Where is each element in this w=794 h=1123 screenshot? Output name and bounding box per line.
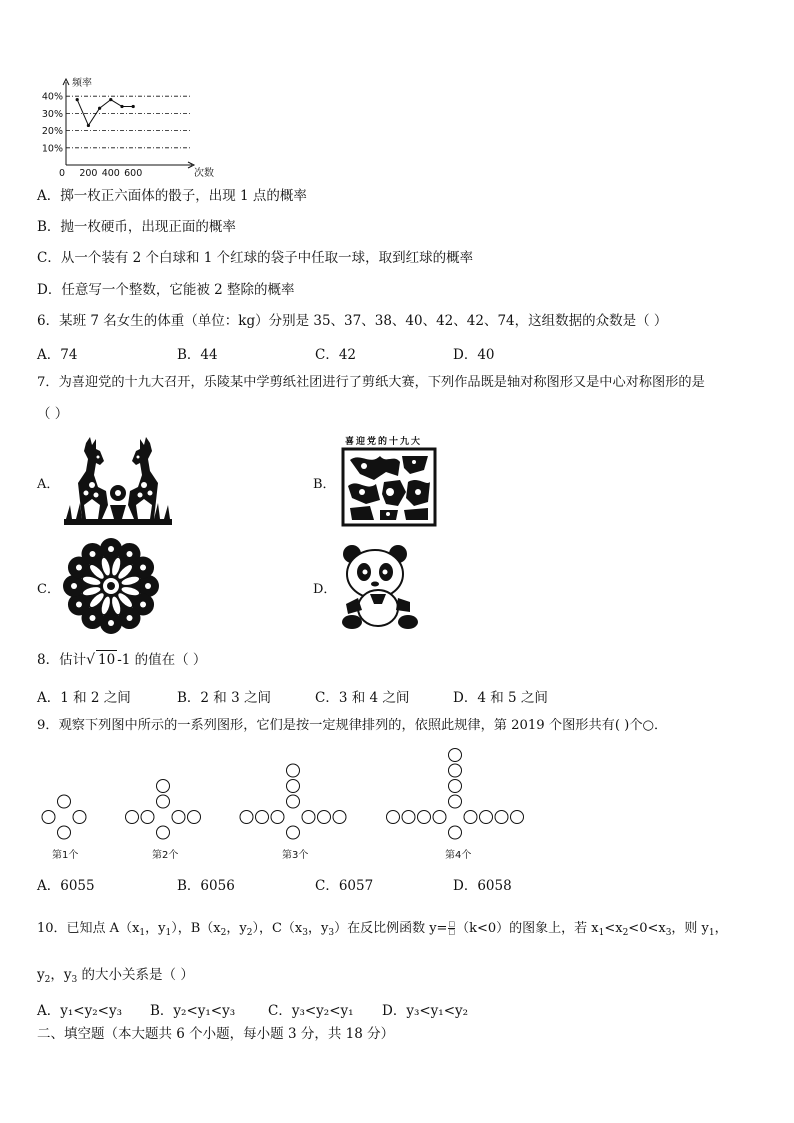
pattern-circle bbox=[157, 795, 170, 808]
q10-fraction bbox=[448, 921, 455, 936]
q8-option-c: C．3 和 4 之间 bbox=[315, 690, 410, 706]
q10-frac-num: □ bbox=[448, 920, 456, 928]
pattern-circle bbox=[240, 811, 253, 824]
pattern-circle bbox=[287, 826, 300, 839]
q9-option-b: B．6056 bbox=[177, 878, 235, 894]
pattern-circle bbox=[511, 811, 524, 824]
x-tick-label: 0 bbox=[59, 168, 66, 179]
q5-option-a: A．掷一枚正六面体的骰子，出现 1 点的概率 bbox=[37, 188, 307, 204]
pattern-circle bbox=[449, 780, 462, 793]
q7-stem-line1: 7．为喜迎党的十九大召开，乐陵某中学剪纸社团进行了剪纸大赛，下列作品既是轴对称图形又是中心对称图形的是 bbox=[37, 375, 705, 390]
q9-stem: 9．观察下列图中所示的一系列图形，它们是按一定规律排列的，依照此规律，第 2019 个图形共有( )个○． bbox=[37, 718, 668, 733]
q6-option-b: B．44 bbox=[177, 347, 218, 363]
flower-petal-hole bbox=[140, 565, 146, 571]
q9-option-d: D．6058 bbox=[453, 878, 512, 894]
pattern-circle bbox=[449, 749, 462, 762]
flower-papercut-image bbox=[62, 537, 160, 635]
q6-option-c: C．42 bbox=[315, 347, 357, 363]
section-2-title: 二、填空题（本大题共 6 个小题，每小题 3 分，共 18 分） bbox=[37, 1026, 395, 1042]
flower-petal-hole bbox=[140, 602, 146, 608]
q8-option-b: B．2 和 3 之间 bbox=[177, 690, 271, 706]
pattern-circle bbox=[449, 826, 462, 839]
q10-stem-line2: $y_2$，$y_3$ 的大小关系是（ ） bbox=[37, 967, 194, 985]
flower-petal-hole bbox=[127, 615, 133, 621]
q10-line2-y: y bbox=[37, 967, 45, 983]
q6-option-d: D．40 bbox=[453, 347, 495, 363]
pattern-caption-1: 第1个 bbox=[52, 850, 79, 861]
q10-cond: （k<0）的图象上，若 x bbox=[456, 921, 599, 936]
data-point bbox=[76, 98, 79, 101]
pattern-circle bbox=[157, 826, 170, 839]
q10-option-b: B．y₂<y₁<y₃ bbox=[150, 1003, 236, 1019]
q10-frac-den: □ bbox=[448, 928, 456, 936]
pattern-circle bbox=[157, 780, 170, 793]
pattern-caption-3: 第3个 bbox=[282, 850, 309, 861]
data-point bbox=[109, 98, 112, 101]
y-tick-label: 40% bbox=[41, 91, 63, 103]
flower-petal-hole bbox=[145, 583, 151, 589]
q8-stem-pre: 8．估计 bbox=[37, 652, 87, 668]
q10-option-c: C．y₃<y₂<y₁ bbox=[268, 1003, 354, 1019]
pattern-caption-4: 第4个 bbox=[445, 850, 472, 861]
flower-petal-hole bbox=[76, 602, 82, 608]
q10-pre: 10．已知点 A（x bbox=[37, 921, 140, 936]
frequency-line-chart bbox=[30, 74, 220, 184]
flower-petal-hole bbox=[71, 583, 77, 589]
pattern-circle bbox=[418, 811, 431, 824]
pattern-circle bbox=[287, 764, 300, 777]
flower-petal-hole bbox=[127, 551, 133, 557]
pattern-circle bbox=[449, 764, 462, 777]
x-tick-label: 600 bbox=[124, 168, 143, 179]
q6-option-a: A．74 bbox=[37, 347, 78, 363]
q10-option-a: A．y₁<y₂<y₃ bbox=[37, 1003, 122, 1019]
pattern-circle bbox=[256, 811, 269, 824]
pattern-circle bbox=[495, 811, 508, 824]
pattern-circle bbox=[464, 811, 477, 824]
y-tick-label: 10% bbox=[41, 143, 63, 155]
pattern-circle bbox=[287, 780, 300, 793]
q6-stem: 6．某班 7 名女生的体重（单位：kg）分别是 35、37、38、40、42、42、74，这组数据的众数是（ ） bbox=[37, 313, 668, 329]
q8-radicand: 10 bbox=[98, 652, 116, 668]
pattern-circle bbox=[42, 811, 55, 824]
q5-option-d: D．任意写一个整数，它能被 2 整除的概率 bbox=[37, 282, 295, 298]
pattern-circle bbox=[58, 826, 71, 839]
y-tick-label: 30% bbox=[41, 108, 63, 120]
pattern-circle bbox=[271, 811, 284, 824]
circle-pattern-figures bbox=[36, 744, 536, 862]
frequency-series-line bbox=[77, 100, 133, 126]
x-tick-label: 200 bbox=[79, 168, 98, 179]
pattern-circle bbox=[402, 811, 415, 824]
q8-stem bbox=[37, 650, 206, 669]
flower-petal-hole bbox=[108, 546, 114, 552]
q7-stem-line2: （ ） bbox=[37, 406, 69, 422]
q10-option-d: D．y₃<y₁<y₂ bbox=[382, 1003, 469, 1019]
y-tick-label: 20% bbox=[41, 126, 63, 138]
q8-stem-post: -1 的值在（ ） bbox=[117, 652, 207, 668]
deer-papercut-image bbox=[62, 435, 174, 527]
q8-option-a: A．1 和 2 之间 bbox=[37, 690, 131, 706]
data-point bbox=[132, 105, 135, 108]
flower-petal-hole bbox=[90, 551, 96, 557]
q9-option-a: A．6055 bbox=[37, 878, 95, 894]
flower-petal-hole bbox=[76, 565, 82, 571]
pattern-circle bbox=[480, 811, 493, 824]
y-axis-title: 频率 bbox=[72, 78, 92, 89]
q5-option-c: C．从一个装有 2 个白球和 1 个红球的袋子中任取一球，取到红球的概率 bbox=[37, 250, 474, 266]
pattern-circle bbox=[141, 811, 154, 824]
q10-stem-line1: 10．已知点 $A(x_1$，$y_1$），$B(x_2$，$y_2$），$C(x_3$，$y_3$）在反比例函数 y= $\frac{□}{□}$ （k<0）的图象上，若 $x_1<x_2<0<x_3$，则 $y_1$， bbox=[37, 920, 728, 938]
pattern-circle bbox=[318, 811, 331, 824]
pattern-circle bbox=[126, 811, 139, 824]
flower-petal-hole bbox=[108, 620, 114, 626]
q7-b-caption: 喜迎党的十九大 bbox=[345, 437, 423, 447]
q7-label-b: B． bbox=[313, 477, 336, 492]
q5-option-b: B．抛一枚硬币，出现正面的概率 bbox=[37, 219, 236, 235]
pattern-caption-2: 第2个 bbox=[152, 850, 179, 861]
q10-mid: 在反比例函数 y= bbox=[347, 921, 448, 936]
party-papercut-image bbox=[340, 446, 438, 528]
data-point bbox=[87, 124, 90, 127]
pattern-circle bbox=[387, 811, 400, 824]
flower-petal-hole bbox=[90, 615, 96, 621]
pattern-circle bbox=[188, 811, 201, 824]
q9-option-c: C．6057 bbox=[315, 878, 374, 894]
q7-label-a: A． bbox=[37, 477, 60, 492]
pattern-circle bbox=[58, 795, 71, 808]
q7-label-c: C． bbox=[37, 582, 60, 597]
pattern-circle bbox=[449, 795, 462, 808]
pattern-circle bbox=[287, 795, 300, 808]
data-point bbox=[98, 107, 101, 110]
sqrt-sign: √ bbox=[86, 652, 96, 668]
pattern-circle bbox=[333, 811, 346, 824]
q10-line2-tail: 的大小关系是（ ） bbox=[81, 967, 194, 983]
x-axis-title: 次数 bbox=[194, 168, 214, 179]
panda-papercut-image bbox=[338, 542, 428, 632]
q7-label-d: D． bbox=[313, 582, 337, 597]
pattern-circle bbox=[172, 811, 185, 824]
pattern-circle bbox=[73, 811, 86, 824]
pattern-circle bbox=[302, 811, 315, 824]
q8-option-d: D．4 和 5 之间 bbox=[453, 690, 548, 706]
data-point bbox=[120, 105, 123, 108]
x-tick-label: 400 bbox=[101, 168, 120, 179]
pattern-circle bbox=[433, 811, 446, 824]
